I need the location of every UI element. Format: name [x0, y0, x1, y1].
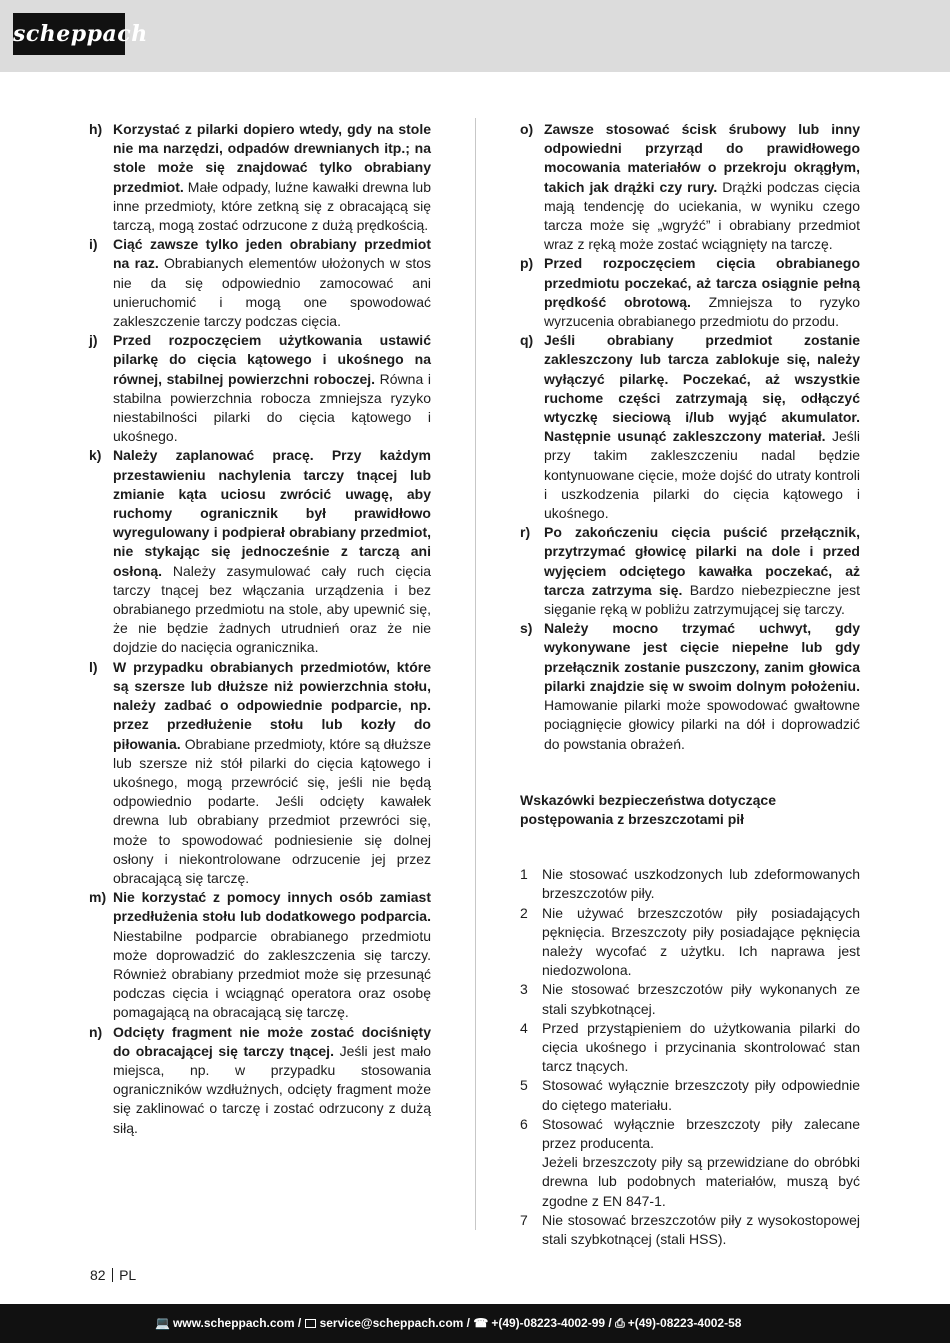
section-heading: Wskazówki bezpieczeństwa dotyczące postępowania z brzeszczotami pił — [520, 791, 776, 827]
blade-instruction — [520, 904, 860, 981]
instruction-text: Stosować wyłącznie brzeszczoty piły odpowiednie do ciętego materiału. — [542, 1077, 860, 1113]
instruction-text: Obrabiane przedmioty, które są dłuższe lub szersze niż stół pilarki do cięcia kątowego i ukośnego, mogą przewrócić się, jeśli nie będą odpowiednio podarte. Jeśli odcięty kawałek drewna lub obrabiany przedmiot przewróci się, może to spowodować podniesienie się dolnej osłony i niekontrolowane odrzucenie jej przez obracającą się tarczę. — [113, 735, 431, 886]
phone-icon: ☎ — [473, 1316, 489, 1330]
blade-instruction — [520, 1115, 860, 1211]
safety-instruction — [89, 331, 431, 446]
safety-instruction — [520, 523, 860, 619]
right-items-list — [520, 120, 860, 754]
right-column — [520, 120, 860, 1249]
instruction-bold: Korzystać z pilarki dopiero wtedy, gdy na stole nie ma narzędzi, odpadów drewnianych itp.; na stole może się znajdować tylko obrabiany przedmiot. — [113, 121, 431, 195]
computer-icon: 💻 — [155, 1316, 170, 1330]
instruction-text: Małe odpady, luźne kawałki drewna lub inne przedmioty, które zetkną się z obracającą się tarczą, mogą zostać odrzucone z dużą prędkością. — [113, 178, 431, 234]
safety-instruction — [520, 120, 860, 254]
email-link[interactable]: service@scheppach.com / — [319, 1316, 471, 1330]
instruction-text: Jeśli jest mało miejsca, np. w przypadku stosowania ograniczników wzdłużnych, odcięty fragment może się zaklinować o tarczę i zostać odrzucony z dużą siłą. — [113, 1042, 431, 1136]
instruction-text: Nie stosować brzeszczotów piły wykonanych ze stali szybkotnącej. — [542, 981, 860, 1017]
instruction-number: 3 — [520, 981, 528, 998]
mail-icon — [305, 1319, 316, 1328]
instruction-bold: Odcięty fragment nie może zostać dociśnięty do obracającej się tarczy tnącej. — [113, 1023, 431, 1059]
instruction-bold: Po zakończeniu cięcia puścić przełącznik, przytrzymać głowicę pilarki na dole i przed wyjęciem odciętego kawałka poczekać, aż tarcza zatrzyma się. — [544, 524, 860, 598]
instruction-letter: i) — [89, 236, 98, 253]
instruction-text: Nie stosować brzeszczotów piły z wysokostopowej stali szybkotnącej (stali HSS). — [542, 1211, 860, 1247]
safety-instruction — [520, 254, 860, 331]
safety-instruction — [520, 331, 860, 523]
safety-instruction — [89, 446, 431, 657]
contact-line — [155, 1304, 741, 1343]
left-column — [89, 120, 431, 1138]
blade-instruction — [520, 1019, 860, 1077]
instruction-text: Przed przystąpieniem do użytkowania pilarki do cięcia ukośnego i przycinania skontrolować stan tarcz tnących. — [542, 1019, 860, 1075]
instruction-letter: h) — [89, 121, 103, 137]
instruction-number: 6 — [520, 1115, 528, 1132]
safety-instruction — [89, 1023, 431, 1138]
instruction-text: Należy zasymulować cały ruch cięcia tarczy tnącej bez włączania urządzenia i bez obrabianego przedmiotu na stole, aby upewnić się, że nie będzie żadnych utrudnień oraz że nie dojdzie do nacięcia ogranicznika. — [113, 562, 431, 656]
instruction-letter: o) — [520, 121, 534, 137]
instruction-bold: Należy mocno trzymać uchwyt, gdy wykonywane jest cięcie niepełne lub gdy przełącznik zostanie puszczony, zanim głowica pilarki znajdzie się w swoim dolnym położeniu. — [544, 620, 860, 694]
contact-footer — [0, 1304, 950, 1343]
instruction-letter: k) — [89, 447, 102, 464]
instruction-bold: Należy zaplanować pracę. Przy każdym przestawieniu nachylenia tarczy tnącej lub zmianie kąta uciosu zwrócić uwagę, aby ruchomy ogranicznik był prawidłowo wyregulowany i podpierał obrabiany przedmiot, nie stykając się jednocześnie z tarczą ani osłoną. — [113, 447, 431, 579]
instruction-letter: l) — [89, 658, 98, 675]
instruction-number: 1 — [520, 866, 528, 883]
instruction-bold: Przed rozpoczęciem użytkowania ustawić pilarkę do cięcia kątowego i ukośnego na równej, stabilnej powierzchni roboczej. — [113, 332, 431, 387]
website-link[interactable]: www.scheppach.com / — [172, 1316, 302, 1330]
instruction-number: 2 — [520, 904, 528, 921]
instruction-text: Stosować wyłącznie brzeszczoty piły zalecane przez producenta. — [542, 1115, 860, 1151]
fax-icon: ⎙ — [615, 1316, 625, 1330]
page-separator — [112, 1268, 114, 1282]
page-footer — [90, 1266, 136, 1284]
instruction-extra: Jeżeli brzeszczoty piły są przewidziane do obróbki drewna lub podobnych materiałów, muszą być zgodne z EN 847-1. — [542, 1154, 860, 1209]
instruction-bold: Nie korzystać z pomocy innych osób zamiast przedłużenia stołu lub dodatkowego podparcia. — [113, 889, 431, 925]
page-language: PL — [119, 1267, 137, 1283]
page-number: 82 — [90, 1267, 106, 1283]
header-bar — [0, 0, 950, 72]
instruction-letter: j) — [89, 332, 98, 349]
instruction-text: Bardzo niebezpieczne jest sięganie ręką w pobliżu zatrzymującej się tarczy. — [544, 581, 860, 618]
instruction-text: Drążki podczas cięcia mają tendencję do uciekania, w wyniku czego tarcza może się „wgryźć” i obrabiany przedmiot wraz z ręką może zostać wciągnięty na tarczę. — [544, 178, 861, 253]
instruction-text: Równa i stabilna powierzchnia robocza zmniejsza ryzyko niestabilności pilarki do cięcia kątowego i ukośnego. — [113, 370, 431, 445]
numbered-list — [520, 865, 860, 1249]
blade-instruction — [520, 1076, 860, 1114]
safety-instruction — [89, 235, 431, 331]
instruction-text: Nie stosować uszkodzonych lub zdeformowanych brzeszczotów piły. — [542, 866, 860, 902]
instruction-bold: Zawsze stosować ścisk śrubowy lub inny odpowiedni przyrząd do prawidłowego mocowania materiałów o przekroju okrągłym, takich jak drążki czy rury. — [544, 121, 860, 195]
phone-number: +(49)-08223-4002-99 / — [491, 1316, 612, 1330]
column-divider — [475, 118, 476, 1230]
instruction-letter: n) — [89, 1023, 103, 1040]
instruction-bold: Jeśli obrabiany przedmiot zostanie zakleszczony lub tarcza zablokuje się, należy wyłączyć pilarkę. Poczekać, aż wszystkie ruchome części zatrzymają się, odłączyć wtyczkę sieciową i/lub wyjąć akumulator. Następnie usunąć zakleszczony materiał. — [544, 332, 860, 445]
instruction-letter: p) — [520, 255, 534, 272]
safety-instruction — [520, 619, 860, 753]
instruction-number: 5 — [520, 1077, 528, 1094]
instruction-text: Niestabilne podparcie obrabianego przedmiotu może doprowadzić do zakleszczenia się tarczy. Również obrabiany przedmiot może się przesunąć podczas cięcia i wciągnąć operatora oraz osobę pomagającą na obracającą się tarczę. — [113, 927, 431, 1021]
blade-instruction — [520, 1211, 860, 1249]
fax-number: +(49)-08223-4002-58 — [627, 1316, 742, 1330]
instruction-bold: Ciąć zawsze tylko jeden obrabiany przedmiot na raz. — [113, 236, 431, 272]
blade-instruction — [520, 865, 860, 903]
instruction-letter: r) — [520, 524, 531, 541]
instruction-number: 4 — [520, 1019, 528, 1036]
instruction-text: Obrabianych elementów ułożonych w stos nie da się odpowiednio zamocować ani unieruchomić i mogą one spowodować zakleszczenie tarczy podczas cięcia. — [113, 255, 431, 330]
instruction-bold: W przypadku obrabianych przedmiotów, które są szersze lub dłuższe niż powierzchnia stołu, należy zadbać o odpowiednie podparcie, np. przez przedłużenie stołu lub kozły do piłowania. — [113, 658, 431, 752]
blade-instruction — [520, 980, 860, 1018]
instruction-number: 7 — [520, 1211, 528, 1228]
safety-instruction — [89, 658, 431, 888]
instruction-text: Zmniejsza to ryzyko wyrzucenia obrabianego przedmiotu do przodu. — [544, 293, 860, 330]
instruction-text: Jeśli przy takim zakleszczeniu nadal będzie kontynuowane cięcie, może dojść do utraty kontroli i uszkodzenia pilarki do cięcia kątowego i ukośnego. — [544, 428, 860, 522]
instruction-letter: s) — [520, 620, 533, 637]
instruction-text: Hamowanie pilarki może spowodować gwałtowne pociągnięcie głowicy pilarki na dół i doprowadzić do powstania obrażeń. — [544, 697, 860, 752]
safety-instruction — [89, 888, 431, 1022]
safety-instruction — [89, 120, 431, 235]
instruction-letter: m) — [89, 889, 107, 906]
instruction-text: Nie używać brzeszczotów piły posiadających pęknięcia. Brzeszczoty piły posiadające pęknięcia należy wycofać z użytku. Ich naprawa jest niedozwolona. — [542, 904, 860, 979]
brand-logo: scheppach — [13, 13, 125, 55]
instruction-bold: Przed rozpoczęciem cięcia obrabianego przedmiotu poczekać, aż tarcza osiągnie pełną prędkość obrotową. — [544, 255, 860, 310]
instruction-letter: q) — [520, 332, 534, 349]
